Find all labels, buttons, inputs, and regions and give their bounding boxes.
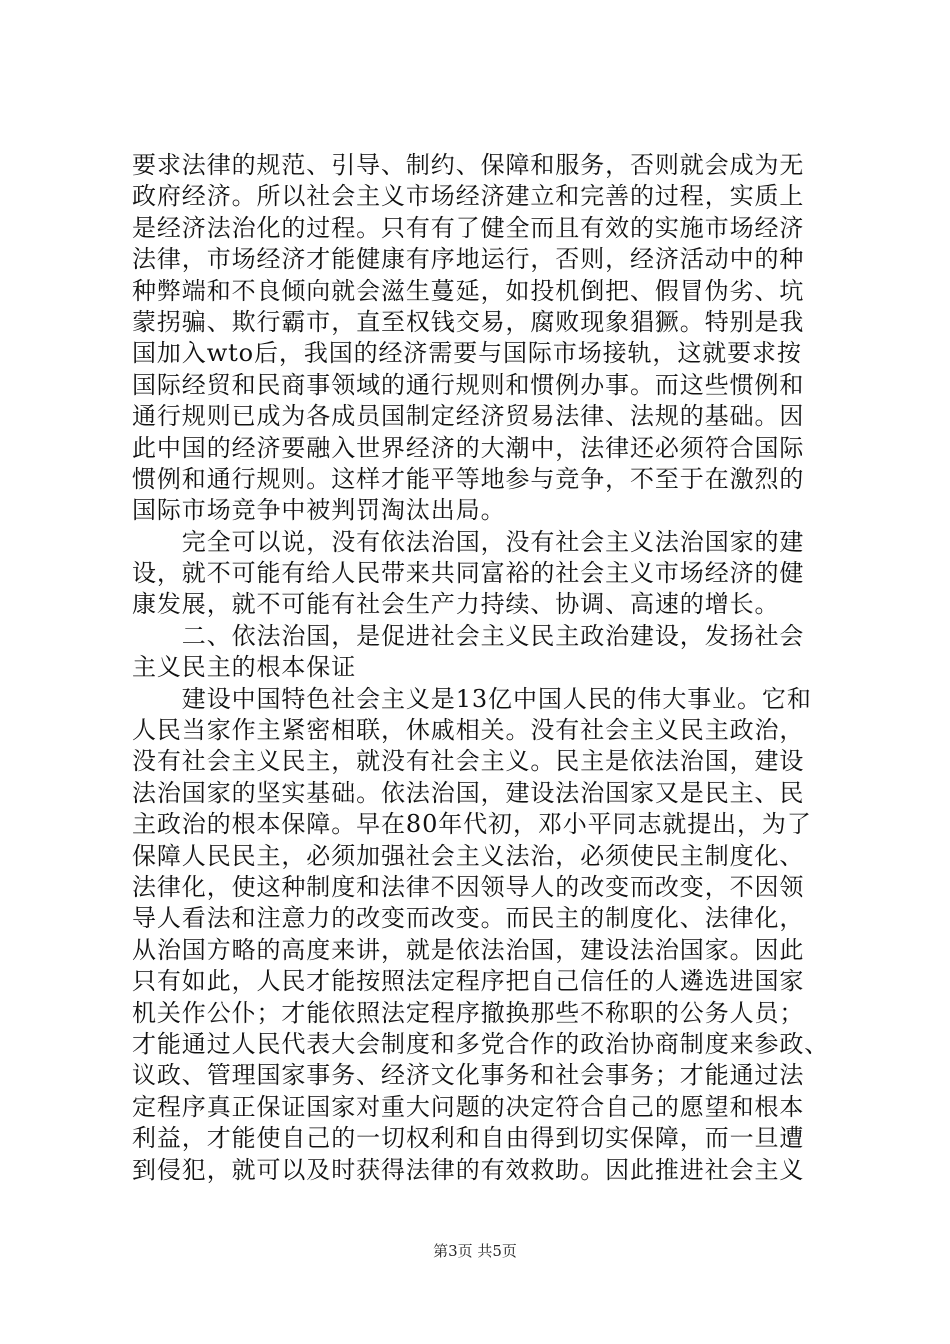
page-body [132, 150, 830, 1186]
text-line: 到侵犯，就可以及时获得法律的有效救助。因此推进社会主义 [132, 1155, 805, 1184]
text-line: 二、依法治国，是促进社会主义民主政治建设，发扬社会 [132, 621, 805, 650]
text-line: 政府经济。所以社会主义市场经济建立和完善的过程，实质上 [132, 182, 805, 211]
text-line: 利益，才能使自己的一切权利和自由得到切实保障，而一旦遭 [132, 1124, 805, 1153]
text-line: 建设中国特色社会主义是13亿中国人民的伟大事业。它和 [132, 684, 812, 713]
text-line: 蒙拐骗、欺行霸市，直至权钱交易，腐败现象猖獗。特别是我 [132, 307, 805, 336]
text-line: 国际经贸和民商事领域的通行规则和惯例办事。而这些惯例和 [132, 370, 805, 399]
text-line: 种弊端和不良倾向就会滋生蔓延，如投机倒把、假冒伪劣、坑 [132, 276, 805, 305]
text-line: 完全可以说，没有依法治国，没有社会主义法治国家的建 [132, 527, 805, 556]
text-line: 是经济法治化的过程。只有有了健全而且有效的实施市场经济 [132, 213, 805, 242]
text-line: 国际市场竞争中被判罚淘汰出局。 [132, 496, 506, 525]
text-line: 导人看法和注意力的改变而改变。而民主的制度化、法律化， [132, 904, 805, 933]
text-line: 定程序真正保证国家对重大问题的决定符合自己的愿望和根本 [132, 1092, 805, 1121]
text-line: 要求法律的规范、引导、制约、保障和服务，否则就会成为无 [132, 151, 805, 179]
text-line: 设，就不可能有给人民带来共同富裕的社会主义市场经济的健 [132, 559, 805, 588]
text-line: 保障人民民主，必须加强社会主义法治，必须使民主制度化、 [132, 841, 805, 870]
text-line: 康发展，就不可能有社会生产力持续、协调、高速的增长。 [132, 590, 780, 619]
text-line: 国加入wto后，我国的经济需要与国际市场接轨，这就要求按 [132, 339, 802, 368]
text-line: 从治国方略的高度来讲，就是依法治国，建设法治国家。因此 [132, 935, 805, 964]
text-line: 人民当家作主紧密相联，休戚相关。没有社会主义民主政治， [132, 716, 805, 745]
text-line: 法治国家的坚实基础。依法治国，建设法治国家又是民主、民 [132, 778, 805, 807]
text-line: 惯例和通行规则。这样才能平等地参与竞争，不至于在激烈的 [132, 464, 805, 493]
text-line: 主义民主的根本保证 [132, 653, 357, 682]
text-line: 主政治的根本保障。早在80年代初，邓小平同志就提出，为了 [132, 810, 812, 839]
text-line: 法律，市场经济才能健康有序地运行，否则，经济活动中的种 [132, 245, 805, 274]
text-line: 法律化，使这种制度和法律不因领导人的改变而改变，不因领 [132, 872, 805, 901]
text-line: 议政、管理国家事务、经济文化事务和社会事务；才能通过法 [132, 1061, 805, 1090]
page-footer: 第3页 共5页 [433, 1242, 517, 1260]
text-line: 此中国的经济要融入世界经济的大潮中，法律还必须符合国际 [132, 433, 805, 462]
text-line: 只有如此，人民才能按照法定程序把自己信任的人遴选进国家 [132, 967, 805, 996]
text-line: 才能通过人民代表大会制度和多党合作的政治协商制度来参政、 [132, 1029, 830, 1058]
text-line: 机关作公仆；才能依照法定程序撤换那些不称职的公务人员； [132, 998, 805, 1027]
text-line: 通行规则已成为各成员国制定经济贸易法律、法规的基础。因 [132, 402, 805, 431]
text-line: 没有社会主义民主，就没有社会主义。民主是依法治国，建设 [132, 747, 805, 776]
